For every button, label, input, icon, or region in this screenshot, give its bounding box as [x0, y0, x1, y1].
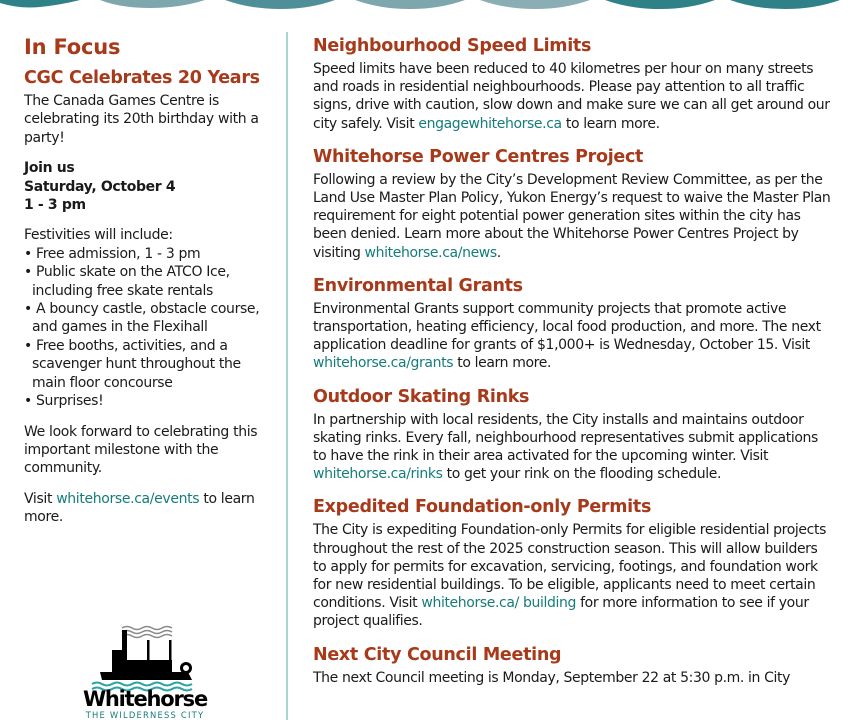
wave-scallop	[225, 0, 335, 9]
body-text: for more information to see if your project qualifies.	[313, 595, 809, 630]
body-text: .	[496, 244, 501, 261]
wave-scallop	[355, 0, 465, 9]
section-title: Next City Council Meeting	[313, 644, 562, 665]
section-title: Outdoor Skating Rinks	[313, 386, 530, 407]
news-section-foundation-permits	[313, 496, 833, 630]
section-body	[313, 300, 833, 373]
news-column	[313, 35, 833, 700]
news-section-speed-limits	[313, 35, 833, 133]
wave-scallop	[730, 0, 840, 9]
logo-wordmark: Whitehorse	[82, 687, 208, 711]
news-section-power-centres	[313, 146, 833, 262]
building-link[interactable]: whitehorse.ca/ building	[421, 595, 577, 612]
body-text: to get your rink on the flooding schedule.	[442, 466, 722, 483]
logo-tagline: THE WILDERNESS CITY	[85, 710, 205, 720]
festivities-intro: Festivities will include:	[24, 227, 173, 244]
whitehorse-logo	[70, 622, 220, 720]
festivity-item: • Public skate on the ATCO Ice, including free skate rentals	[24, 264, 230, 299]
news-section-skating-rinks	[313, 386, 833, 484]
news-section-environmental-grants	[313, 275, 833, 373]
festivity-item: • A bouncy castle, obstacle course, and games in the Flexihall	[24, 301, 260, 336]
cgc-headline: CGC Celebrates 20 Years	[24, 68, 260, 88]
cgc-intro: The Canada Games Centre is celebrating its 20th birthday with a party!	[24, 93, 259, 146]
section-title: Whitehorse Power Centres Project	[313, 146, 644, 167]
event-date: Saturday, October 4	[24, 178, 176, 195]
closing-text: We look forward to celebrating this important milestone with the community.	[24, 423, 258, 477]
news-link[interactable]: whitehorse.ca/news	[364, 244, 497, 261]
in-focus-column	[24, 34, 268, 527]
body-text: In partnership with local residents, the City installs and maintains outdoor skating rinks. Every fall, neighbourhood representatives submit applications to have the rink in their area activated for the upcoming winter. Visit	[313, 411, 818, 465]
section-body	[313, 669, 833, 687]
body-text: The next Council meeting is Monday, September 22 at 5:30 p.m. in City	[313, 669, 791, 686]
festivity-item: • Free booths, activities, and a scavenger hunt throughout the main floor concourse	[24, 337, 241, 391]
event-time: 1 - 3 pm	[24, 197, 86, 214]
smoke-wave-icon	[122, 627, 172, 638]
wave-border	[0, 0, 850, 12]
body-text: The City is expediting Foundation-only Permits for eligible residential projects throughout the rest of the 2025 construction season. This will allow builders to apply for permits for excavation, servicing, footings, and foundation work for new residential buildings. To be eligible, applicants need to meet certain conditions. Visit	[313, 522, 826, 612]
body-text: to learn more.	[561, 115, 660, 132]
rinks-link[interactable]: whitehorse.ca/rinks	[313, 466, 443, 483]
visit-suffix: to learn more.	[24, 490, 255, 526]
body-text: Following a review by the City’s Development Review Committee, as per the Land Use Master Plan Policy, Yukon Energy’s request to waive the Master Plan requirement for eight potential power generation sites within the city has been denied. Learn more about the Whitehorse Power Centres Project by visiting	[313, 171, 831, 261]
festivity-item: • Free admission, 1 - 3 pm	[24, 245, 201, 262]
in-focus-title: In Focus	[24, 35, 121, 59]
visit-prefix: Visit	[24, 490, 57, 507]
engage-link[interactable]: engagewhitehorse.ca	[418, 115, 562, 132]
grants-link[interactable]: whitehorse.ca/grants	[313, 355, 454, 372]
join-us: Join us	[24, 160, 75, 177]
body-text: Environmental Grants support community projects that promote active transportation, heating efficiency, local food production, and more. The next application deadline for grants of $1,000+ is Wednesday, October 15. Visit	[313, 300, 821, 354]
wave-scallop	[0, 0, 80, 8]
column-divider	[286, 32, 288, 720]
events-link[interactable]: whitehorse.ca/events	[56, 490, 200, 507]
section-title: Expedited Foundation-only Permits	[313, 497, 652, 518]
section-title: Environmental Grants	[313, 275, 523, 296]
sternwheeler-icon	[100, 630, 192, 680]
section-body	[313, 521, 833, 630]
section-body	[313, 60, 833, 133]
wave-scallop	[480, 0, 590, 9]
news-section-council-meeting	[313, 644, 833, 687]
body-text: to learn more.	[453, 355, 552, 372]
section-body	[313, 171, 833, 262]
wave-scallop	[100, 0, 205, 8]
section-title: Neighbourhood Speed Limits	[313, 36, 592, 56]
festivity-item: • Surprises!	[24, 393, 104, 410]
visit-events	[24, 490, 268, 527]
body-text: Speed limits have been reduced to 40 kilometres per hour on many streets and roads in residential neighbourhoods. Please pay attention to all traffic signs, drive with caution, slow down and make sure we can all get around our city safely. Visit	[313, 61, 830, 132]
wave-scallop	[605, 0, 715, 9]
section-body	[313, 411, 833, 484]
